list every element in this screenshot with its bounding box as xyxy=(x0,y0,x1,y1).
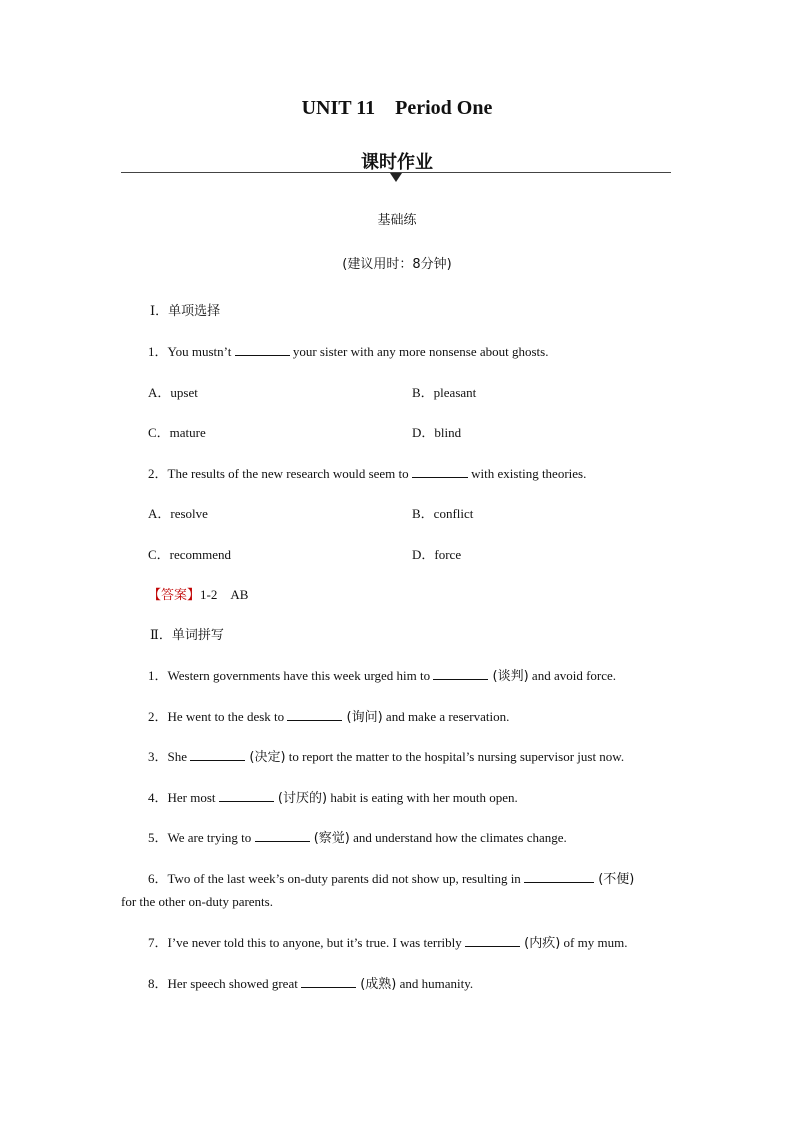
item-number: 7． xyxy=(148,935,168,950)
item-text: and avoid force. xyxy=(528,668,617,683)
item-text: Two of the last week’s on-duty parents did not show up, resulting in xyxy=(167,871,525,886)
answer-tag: 【答案】 xyxy=(148,588,201,603)
question-1 xyxy=(148,341,548,360)
item-number: 2． xyxy=(148,709,168,724)
option-text: pleasant xyxy=(433,385,477,400)
option-text: recommend xyxy=(169,547,232,562)
item-number: 1． xyxy=(148,668,168,683)
item-number: 6． xyxy=(148,871,168,886)
hint-text: (察觉) xyxy=(309,831,350,846)
section-1-heading xyxy=(150,300,220,319)
answer-blank xyxy=(412,465,468,478)
option-d xyxy=(412,544,461,563)
hint-text: (决定) xyxy=(245,750,286,765)
option-b xyxy=(412,382,476,401)
option-b xyxy=(412,503,473,522)
option-label: B． xyxy=(412,385,434,400)
item-number: 8． xyxy=(148,976,168,991)
hint-text: (讨厌的) xyxy=(273,791,328,806)
spelling-item-1 xyxy=(148,665,616,684)
item-text: and humanity. xyxy=(396,976,474,991)
question-text: You mustn’t xyxy=(167,344,235,359)
hint-text: (询问) xyxy=(342,710,383,725)
option-c xyxy=(148,422,206,441)
spelling-item-2 xyxy=(148,706,509,725)
answer-line xyxy=(148,584,248,603)
page-title: UNIT 11 Period One xyxy=(301,97,493,119)
level-label: 基础练 xyxy=(377,213,417,228)
item-text: and understand how the climates change. xyxy=(349,830,567,845)
option-text: mature xyxy=(169,425,206,440)
option-label: A． xyxy=(148,385,171,400)
page-subtitle: 课时作业 xyxy=(361,152,433,173)
item-text: We are trying to xyxy=(167,830,255,845)
answer-blank xyxy=(524,870,594,883)
spelling-item-6 xyxy=(148,868,634,887)
question-2 xyxy=(148,463,586,482)
option-text: conflict xyxy=(433,506,474,521)
item-text: Her speech showed great xyxy=(167,976,302,991)
question-text: The results of the new research would seem to xyxy=(167,466,412,481)
time-note: (建议用时：8分钟) xyxy=(342,257,452,272)
option-label: D． xyxy=(412,425,435,440)
answer-blank xyxy=(235,343,290,356)
item-text: I’ve never told this to anyone, but it’s true. I was terribly xyxy=(167,935,465,950)
question-number: 1． xyxy=(148,344,168,359)
answer-blank xyxy=(190,748,245,761)
item-text: and make a reservation. xyxy=(382,709,510,724)
option-label: B． xyxy=(412,506,434,521)
option-label: A． xyxy=(148,506,171,521)
item-text: to report the matter to the hospital’s nursing supervisor just now. xyxy=(285,749,625,764)
item-text: Western governments have this week urged him to xyxy=(167,668,434,683)
answer-text: 1-2 AB xyxy=(200,587,249,602)
item-text: He went to the desk to xyxy=(167,709,288,724)
item-text: She xyxy=(167,749,191,764)
hint-text: (内疚) xyxy=(520,936,561,951)
section-2-title: 单词拼写 xyxy=(171,628,224,643)
spelling-item-6-continuation: for the other on-duty parents. xyxy=(121,894,273,909)
spelling-item-5 xyxy=(148,827,567,846)
answer-blank xyxy=(287,708,342,721)
item-text: Her most xyxy=(167,790,219,805)
option-d xyxy=(412,422,461,441)
item-text: habit is eating with her mouth open. xyxy=(327,790,518,805)
option-c xyxy=(148,544,231,563)
option-label: C． xyxy=(148,425,170,440)
item-number: 3． xyxy=(148,749,168,764)
spelling-item-8 xyxy=(148,973,473,992)
question-number: 2． xyxy=(148,466,168,481)
item-text: of my mum. xyxy=(560,935,628,950)
option-label: D． xyxy=(412,547,435,562)
section-1-number: Ⅰ． xyxy=(150,303,169,318)
answer-blank xyxy=(465,934,520,947)
answer-blank xyxy=(433,667,488,680)
option-text: upset xyxy=(170,385,198,400)
answer-blank xyxy=(255,829,310,842)
item-number: 5． xyxy=(148,830,168,845)
triangle-marker-icon xyxy=(390,173,402,182)
spelling-item-4 xyxy=(148,787,518,806)
option-text: blind xyxy=(434,425,462,440)
option-a xyxy=(148,382,198,401)
spelling-item-3 xyxy=(148,746,624,765)
hint-text: (成熟) xyxy=(356,977,397,992)
option-text: force xyxy=(434,547,462,562)
hint-text: (不便) xyxy=(594,872,635,887)
option-a xyxy=(148,503,208,522)
section-2-heading xyxy=(150,624,224,643)
question-text: with existing theories. xyxy=(467,466,587,481)
question-text: your sister with any more nonsense about ghosts. xyxy=(289,344,549,359)
option-label: C． xyxy=(148,547,170,562)
section-2-number: Ⅱ． xyxy=(150,627,172,642)
option-text: resolve xyxy=(170,506,208,521)
answer-blank xyxy=(219,789,274,802)
item-number: 4． xyxy=(148,790,168,805)
section-1-title: 单项选择 xyxy=(168,304,221,319)
hint-text: (谈判) xyxy=(488,669,529,684)
answer-blank xyxy=(301,975,356,988)
spelling-item-7 xyxy=(148,932,627,951)
